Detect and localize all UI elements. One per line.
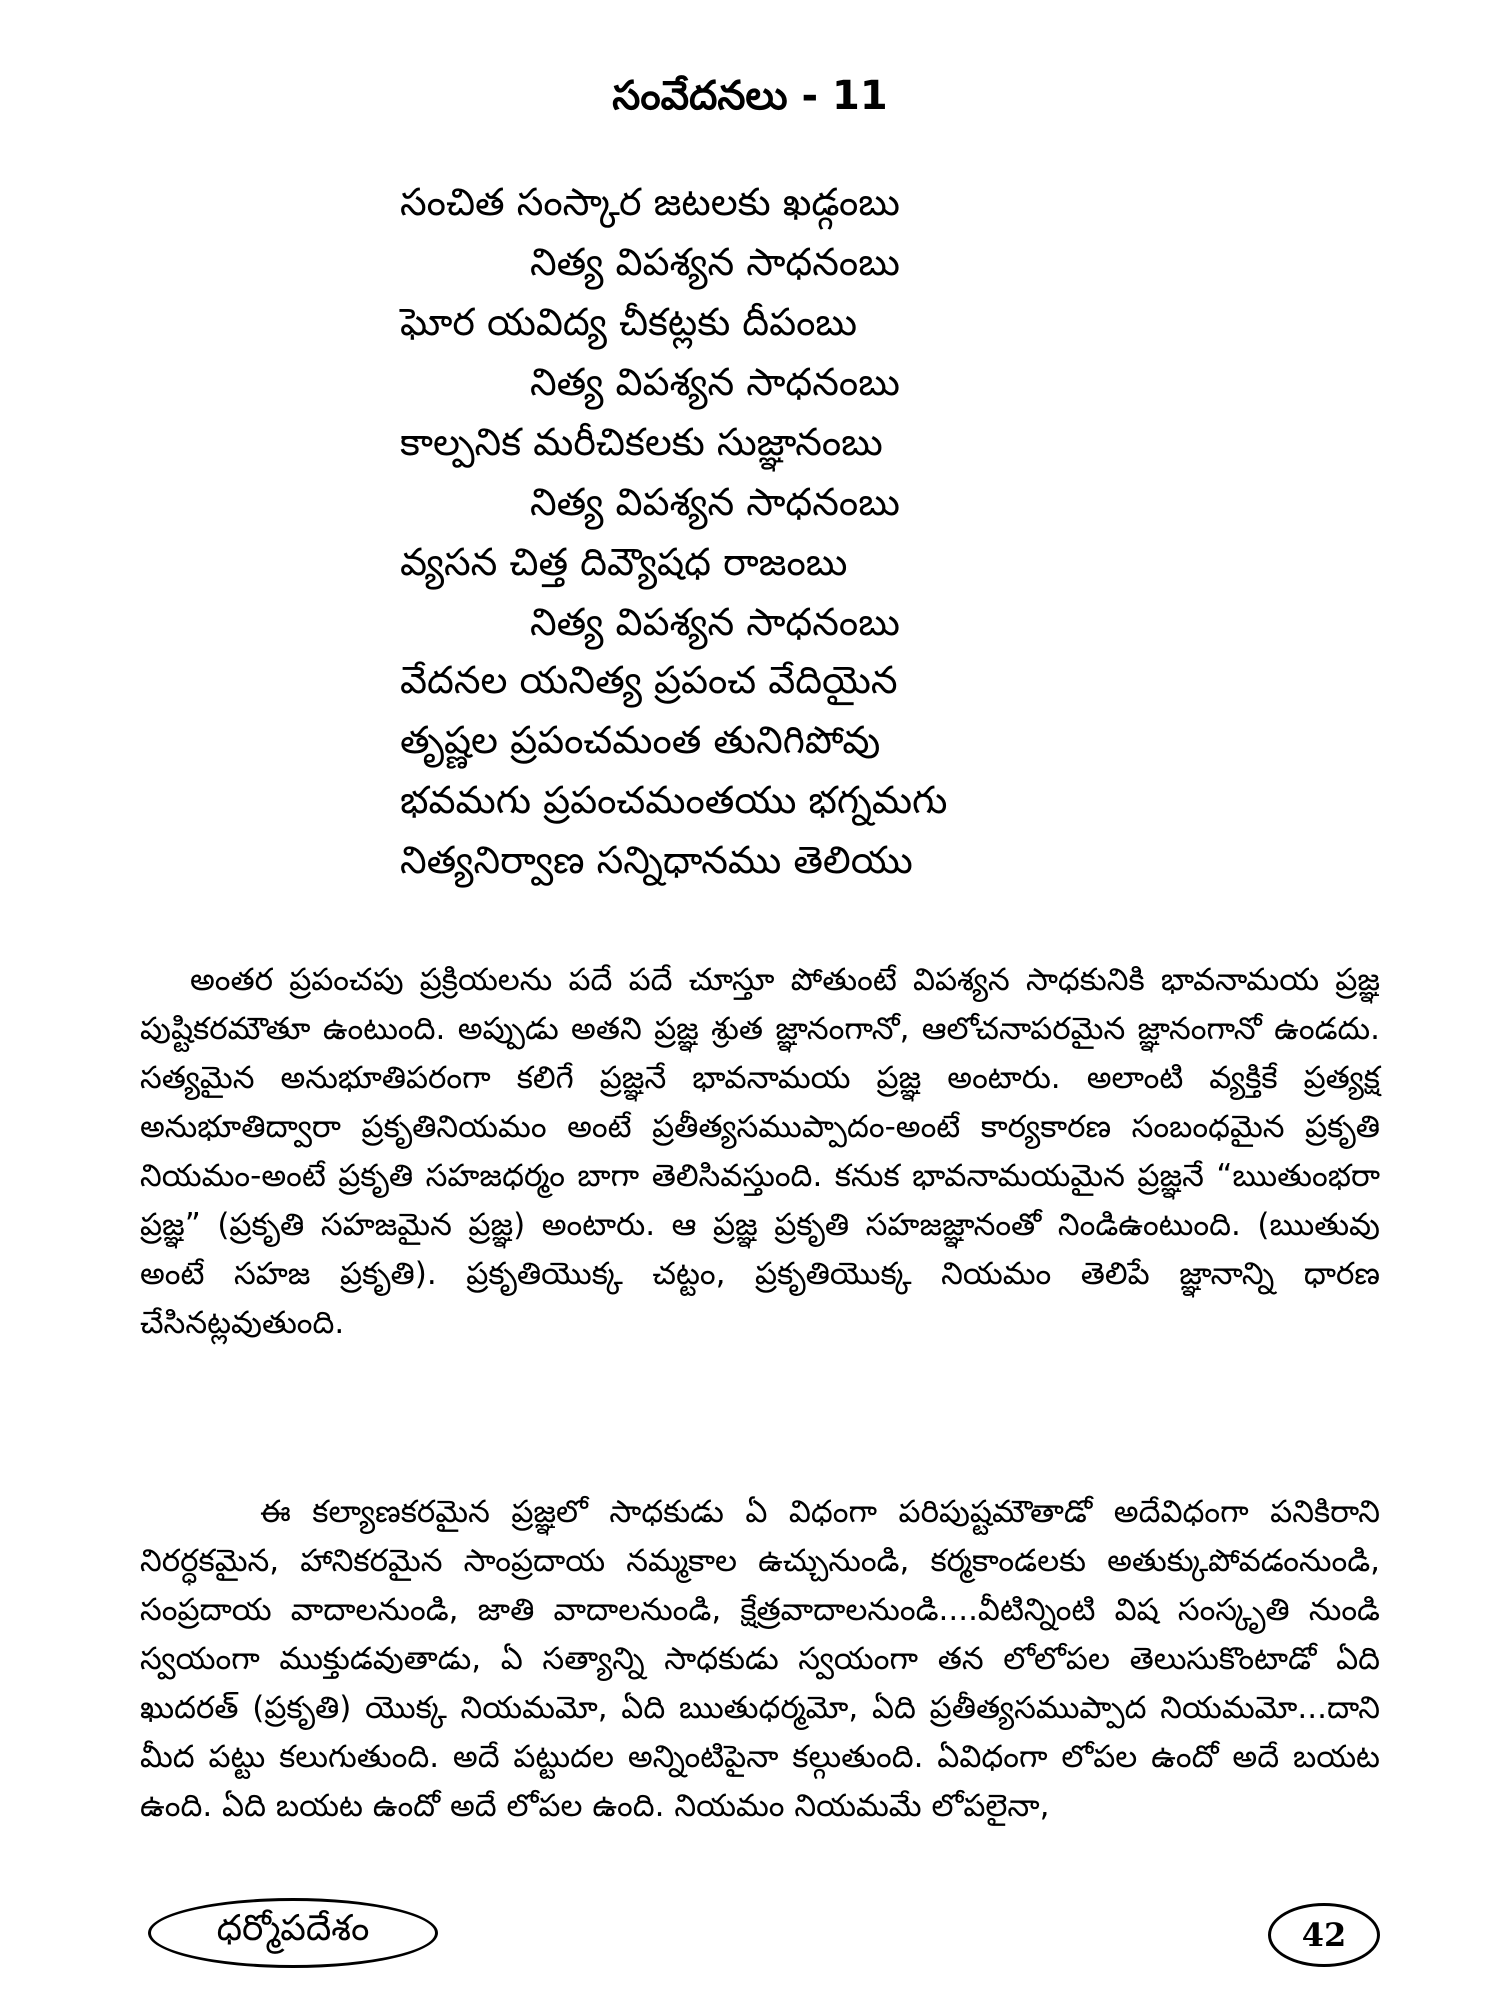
poem-line: నిత్య విపశ్యన సాధనంబు [530, 360, 900, 404]
poem-line: భవమగు ప్రపంచమంతయు భగ్నమగు [400, 778, 948, 822]
body-paragraph-2: ఈ కల్యాణకరమైన ప్రజ్ఞలో సాధకుడు ఏ విధంగా పరిపుష్టమౌతాడో అదేవిధంగా పనికిరాని నిరర్ధకమైన, హానికరమైన సాంప్రదాయ నమ్మకాల ఉచ్చునుండి, కర్మకాండలకు అతుక్కుపోవడంనుండి, సంప్రదాయ వాదాలనుండి, జాతి వాదాలనుండి, క్షేత్రవాదాలనుండి....వీటిన్నింటి విష సంస్కృతి నుండి స్వయంగా ముక్తుడవుతాడు, ఏ సత్యాన్ని సాధకుడు స్వయంగా తన లోలోపల తెలుసుకొంటాడో ఏది ఖుదరత్ (ప్రకృతి) యొక్క నియమమో, ఏది ఋతుధర్మమో, ఏది ప్రతీత్యసముప్పాద నియమమో...దాని మీద పట్టు కలుగుతుంది. అదే పట్టుదల అన్నింటిపైనా కల్గుతుంది. ఏవిధంగా లోపల ఉందో అదే బయట ఉంది. ఏది బయట ఉందో అదే లోపల ఉంది. నియమం నియమమే లోపలైనా, [140, 1494, 1380, 1824]
book-name-label: ధర్మోపదేశం [148, 1898, 438, 1968]
poem-line: వ్యసన చిత్త దివ్యౌషధ రాజంబు [400, 540, 848, 584]
poem-line: నిత్య విపశ్యన సాధనంబు [530, 600, 900, 644]
poem-line: నిత్య విపశ్యన సాధనంబు [530, 480, 900, 524]
poem-line: నిత్యనిర్వాణ సన్నిధానము తెలియు [400, 838, 913, 882]
poem-line: వేదనల యనిత్య ప్రపంచ వేదియైన [400, 658, 898, 702]
poem-stanza-2 [400, 650, 1400, 890]
page-title: సంవేదనలు - 11 [612, 73, 888, 119]
poem-line: తృష్ణల ప్రపంచమంత తునిగిపోవు [400, 718, 881, 762]
poem-line: ఘోర యవిద్య చీకట్లకు దీపంబు [400, 300, 858, 344]
poem-line: కాల్పనిక మరీచికలకు సుజ్ఞానంబు [400, 420, 883, 464]
body-paragraph-1: అంతర ప్రపంచపు ప్రక్రియలను పదే పదే చూస్తూ పోతుంటే విపశ్యన సాధకునికి భావనామయ ప్రజ్ఞ పుష్టికరమౌతూ ఉంటుంది. అప్పుడు అతని ప్రజ్ఞ శ్రుత జ్ఞానంగానో, ఆలోచనాపరమైన జ్ఞానంగానో ఉండదు. సత్యమైన అనుభూతిపరంగా కలిగే ప్రజ్ఞనే భావనామయ ప్రజ్ఞ అంటారు. అలాంటి వ్యక్తికే ప్రత్యక్ష అనుభూతిద్వారా ప్రకృతినియమం అంటే ప్రతీత్యసముప్పాదం-అంటే కార్యకారణ సంబంధమైన ప్రకృతి నియమం-అంటే ప్రకృతి సహజధర్మం బాగా తెలిసివస్తుంది. కనుక భావనామయమైన ప్రజ్ఞనే “ఋతుంభరా ప్రజ్ఞ” (ప్రకృతి సహజమైన ప్రజ్ఞ) అంటారు. ఆ ప్రజ్ఞ ప్రకృతి సహజజ్ఞానంతో నిండిఉంటుంది. (ఋతువు అంటే సహజ ప్రకృతి). ప్రకృతియొక్క చట్టం, ప్రకృతియొక్క నియమం తెలిపే జ్ఞానాన్ని ధారణ చేసినట్లవుతుంది. [140, 962, 1380, 1341]
poem-stanza-1 [400, 172, 1400, 652]
poem-line: సంచిత సంస్కార జటలకు ఖడ్గంబు [400, 180, 900, 224]
page-number: 42 [1268, 1903, 1380, 1967]
poem-line: నిత్య విపశ్యన సాధనంబు [530, 240, 900, 284]
